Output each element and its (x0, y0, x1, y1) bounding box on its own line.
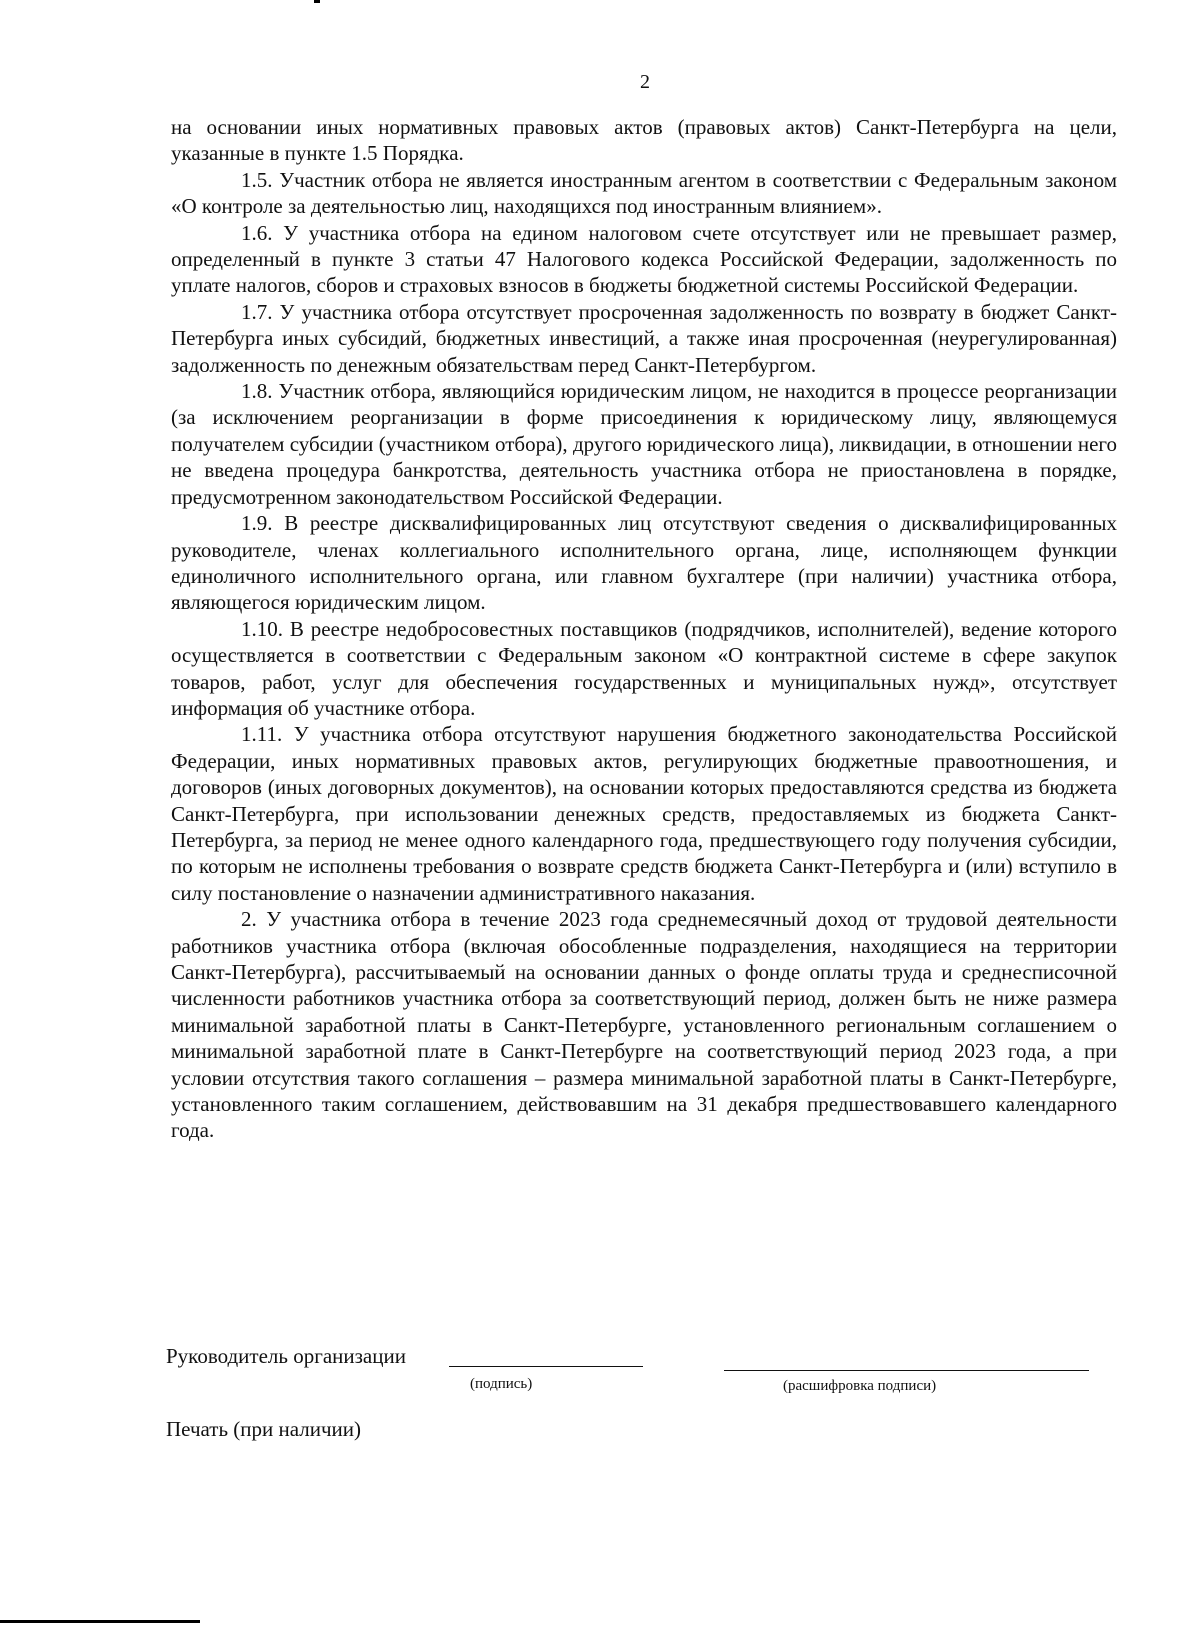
paragraph-1-6: 1.6. У участника отбора на едином налоговом счете отсутствует или не превышает размер, определенный в пункте 3 статьи 47 Налогового кодекса Российской Федерации, задолженность по уплате налогов, сборов и страховых взносов в бюджеты бюджетной системы Российской Федерации. (171, 220, 1117, 298)
paragraph-1-5: 1.5. Участник отбора не является иностранным агентом в соответствии с Федеральным законом «О контроле за деятельностью лиц, находящихся под иностранным влиянием». (171, 167, 1117, 219)
paragraph-continuation: на основании иных нормативных правовых актов (правовых актов) Санкт-Петербурга на цели, указанные в пункте 1.5 Порядка. (171, 115, 1117, 166)
paragraph-1-10: 1.10. В реестре недобросовестных поставщиков (подрядчиков, исполнителей), ведение которого осуществляется в соответствии с Федеральным законом «О контрактной системе в сфере закупок товаров, работ, услуг для обеспечения государственных и муниципальных нужд», отсутствует информация об участнике отбора. (171, 616, 1117, 720)
signature-decoding-line (724, 1370, 1089, 1371)
signature-line (449, 1366, 643, 1367)
scan-edge-mark (0, 1620, 200, 1623)
paragraph-1-8: 1.8. Участник отбора, являющийся юридическим лицом, не находится в процессе реорганизации (за исключением реорганизации в форме присоединения к юридическому лицу, являющемуся получателем субсидии (участником отбора), другого юридического лица), ликвидации, в отношении него не введена процедура банкротства, деятельность участника отбора не приостановлена в порядке, предусмотренном законодательством Российской Федерации. (171, 379, 1117, 509)
stamp-label: Печать (при наличии) (166, 1417, 362, 1441)
signature-block (166, 1343, 1096, 1403)
page-number: 2 (640, 71, 650, 93)
paragraph-1-9: 1.9. В реестре дисквалифицированных лиц отсутствуют сведения о дисквалифицированных руководителе, членах коллегиального исполнительного органа, лице, исполняющем функции единоличного исполнительного органа, или главном бухгалтере (при наличии) участника отбора, являющегося юридическим лицом. (171, 511, 1117, 615)
document-body (171, 114, 1117, 1144)
paragraph-1-11: 1.11. У участника отбора отсутствуют нарушения бюджетного законодательства Российской Федерации, иных нормативных правовых актов, регулирующих бюджетные правоотношения, и договоров (иных договорных документов), на основании которых предоставляются средства из бюджета Санкт-Петербурга, при использовании денежных средств, предоставляемых из бюджета Санкт-Петербурга, за период не менее одного календарного года, предшествующего году получения субсидии, по которым не исполнены требования о возврате средств бюджета Санкт-Петербурга и (или) вступило в силу постановление о назначении административного наказания. (171, 722, 1117, 905)
paragraph-1-7: 1.7. У участника отбора отсутствует просроченная задолженность по возврату в бюджет Санкт-Петербурга иных субсидий, бюджетных инвестиций, а также иная просроченная (неурегулированная) задолженность по денежным обязательствам перед Санкт-Петербургом. (171, 299, 1117, 377)
signature-label: Руководитель организации (166, 1344, 406, 1368)
signature-caption: (подпись) (470, 1376, 533, 1392)
paragraph-2: 2. У участника отбора в течение 2023 года среднемесячный доход от трудовой деятельности работников участника отбора (включая обособленные подразделения, находящиеся на территории Санкт-Петербурга), рассчитываемый на основании данных о фонде оплаты труда и среднесписочной численности работников участника отбора за соответствующий период, должен быть не ниже размера минимальной заработной платы в Санкт-Петербурге, установленного региональным соглашением о минимальной заработной плате в Санкт-Петербурге на соответствующий период 2023 года, а при условии отсутствия такого соглашения – размера минимальной заработной платы в Санкт-Петербурге, установленного таким соглашением, действовавшим на 31 декабря предшествовавшего календарного года. (171, 907, 1117, 1143)
scan-edge-mark (314, 0, 320, 3)
signature-decoding-caption: (расшифровка подписи) (783, 1378, 937, 1394)
